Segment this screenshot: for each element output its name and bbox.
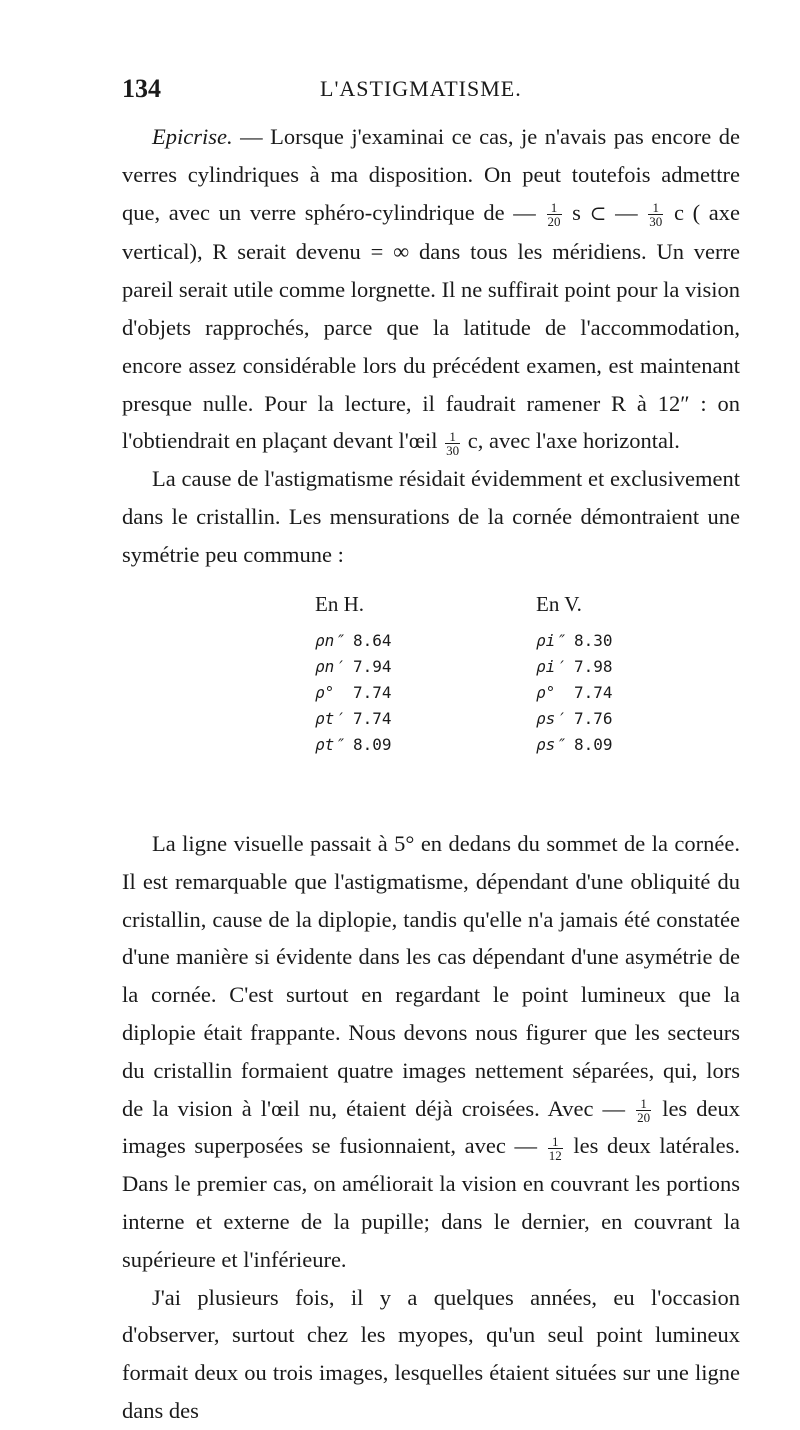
paragraph-cause: La cause de l'astigmatisme résidait évidemment et exclusivement dans le cristallin. Les mensurations de la cornée démontraient une symétrie peu commune : [122, 466, 740, 567]
paragraph-text: s [563, 199, 590, 225]
table-row [536, 732, 613, 758]
row-value: 8.09 [353, 735, 392, 754]
fraction: $\frac{1}{20}$ [547, 199, 561, 229]
row-value: 7.98 [574, 657, 613, 676]
paragraph-text: — Lorsque j'examinai ce cas, je n'avais pas encore de verres cylindriques à ma disposition. On peut toutefois admettre que, avec un verre sphéro-cylindrique de — [122, 124, 740, 225]
row-value: 7.74 [353, 709, 392, 728]
combination-symbol: ⊂ [589, 202, 607, 225]
row-value: 7.94 [353, 657, 392, 676]
paragraph-text: les deux images superposées se fusionnaient, avec — [122, 1095, 740, 1159]
row-value: 7.76 [574, 709, 613, 728]
table-row [315, 680, 392, 706]
page-header [122, 74, 742, 110]
row-label: ρt′ [315, 709, 344, 728]
paragraph-text: — [606, 199, 647, 225]
row-value: 7.74 [353, 683, 392, 702]
row-label: ρ° [536, 683, 556, 702]
row-value: 8.30 [574, 631, 613, 650]
row-label: ρs′ [536, 709, 565, 728]
table-row [536, 628, 613, 654]
paragraph-text: les deux latérales. Dans le premier cas, on améliorait la vision en couvrant les portions interne et externe de la pupille; dans le dernier, en couvrant la supérieure et l'inférieure. [122, 1133, 740, 1272]
row-label: ρs″ [536, 735, 565, 754]
row-label: ρn′ [315, 657, 344, 676]
cornea-measurements-table [0, 592, 800, 792]
table-row [536, 680, 613, 706]
column-header-h: En H. [315, 592, 364, 616]
page-number: 134 [122, 74, 161, 103]
row-value: 8.64 [353, 631, 392, 650]
row-label: ρi′ [536, 657, 565, 676]
row-value: 7.74 [574, 683, 613, 702]
text-block-top [122, 118, 740, 574]
text-block-bottom [122, 825, 740, 1430]
fraction: $\frac{1}{30}$ [649, 199, 663, 229]
row-label: ρn″ [315, 631, 344, 650]
paragraph-visual-line [122, 825, 740, 1279]
row-label: ρt″ [315, 735, 344, 754]
table-row [536, 654, 613, 680]
row-label: ρi″ [536, 631, 565, 650]
column-header-v: En V. [536, 592, 582, 616]
table-row [315, 732, 392, 758]
row-value: 8.09 [574, 735, 613, 754]
fraction: $\frac{1}{20}$ [637, 1095, 651, 1125]
paragraph-observation: J'ai plusieurs fois, il y a quelques années, eu l'occasion d'observer, surtout chez les myopes, qu'un seul point lumineux formait deux ou trois images, lesquelles étaient situées sur une ligne dans des [122, 1284, 740, 1423]
fraction: $\frac{1}{12}$ [548, 1133, 562, 1163]
paragraph-text: c, avec l'axe horizontal. [462, 428, 680, 454]
table-row [315, 628, 392, 654]
row-label: ρ° [315, 683, 335, 702]
table-row [315, 654, 392, 680]
running-title: L'ASTIGMATISME. [320, 76, 522, 101]
table-row [536, 706, 613, 732]
paragraph-text: c ( axe vertical), R serait devenu = ∞ dans tous les méridiens. Un verre pareil serait utile comme lorgnette. Il ne suffirait point pour la vision d'objets rapprochés, parce que la latitude de l'accommodation, encore assez considérable lors du précédent examen, est maintenant presque nulle. Pour la lecture, il faudrait ramener R à 12″ : on l'obtiendrait en plaçant devant l'œil [122, 199, 741, 454]
epicrise-heading: Epicrise. [152, 124, 233, 149]
table-row [315, 706, 392, 732]
paragraph-epicrise [122, 118, 740, 460]
fraction: $\frac{1}{30}$ [446, 428, 460, 458]
paragraph-text: La ligne visuelle passait à 5° en dedans du sommet de la cornée. Il est remarquable que l'astigmatisme, dépendant d'une obliquité du cristallin, cause de la diplopie, tandis qu'elle n'a jamais été constatée d'une manière si évidente dans les cas dépendant d'une asymétrie de la cornée. C'est surtout en regardant le point lumineux que la diplopie était frappante. Nous devons nous figurer que les secteurs du cristallin formaient quatre images nettement séparées, qui, lors de la vision à l'œil nu, étaient déjà croisées. Avec — [122, 831, 740, 1121]
